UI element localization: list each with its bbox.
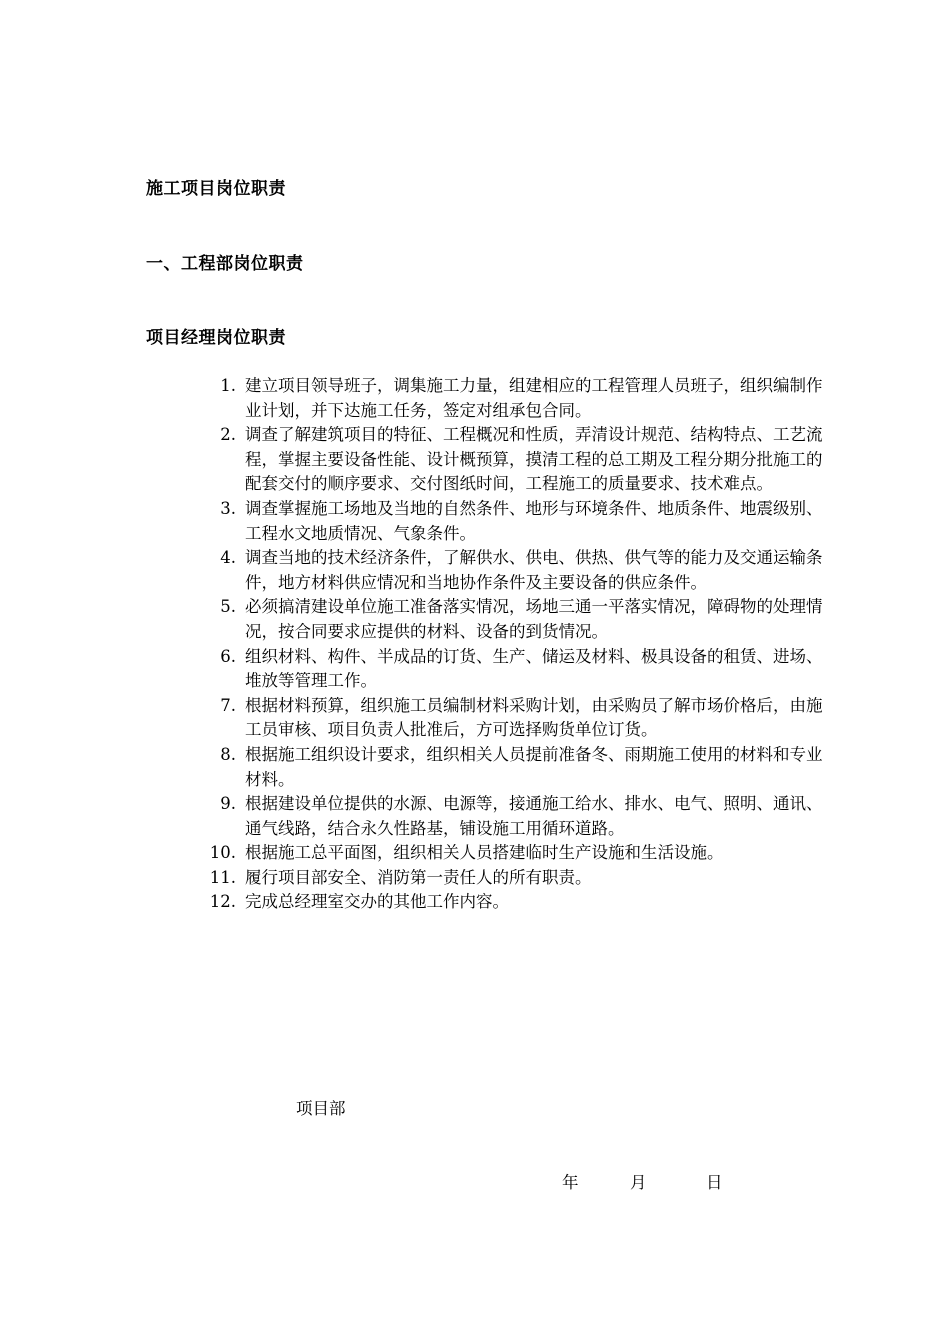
duty-text: 根据施工组织设计要求，组织相关人员提前准备冬、雨期施工使用的材料和专业材料。 — [245, 744, 823, 789]
duty-item — [200, 890, 830, 915]
subsection-heading: 项目经理岗位职责 — [146, 328, 286, 348]
duty-item — [200, 546, 830, 595]
duty-text: 调查掌握施工场地及当地的自然条件、地形与环境条件、地质条件、地震级别、工程水文地质情况、气象条件。 — [245, 498, 823, 543]
duty-text: 建立项目领导班子，调集施工力量，组建相应的工程管理人员班子，组织编制作业计划，并下达施工任务，签定对组承包合同。 — [245, 376, 823, 420]
duty-item — [200, 866, 830, 891]
duty-number: 9. — [220, 794, 236, 814]
duty-number: 8. — [220, 744, 236, 764]
duty-text: 必须搞清建设单位施工准备落实情况，场地三通一平落实情况，障碍物的处理情况，按合同要求应提供的材料、设备的到货情况。 — [245, 597, 823, 641]
duty-text: 调查当地的技术经济条件，了解供水、供电、供热、供气等的能力及交通运输条件，地方材料供应情况和当地协作条件及主要设备的供应条件。 — [245, 548, 823, 592]
duty-number: 10. — [209, 843, 236, 863]
duty-text: 根据施工总平面图，组织相关人员搭建临时生产设施和生活设施。 — [245, 843, 724, 863]
duty-item — [200, 694, 830, 743]
duty-item — [200, 497, 830, 546]
duty-item — [200, 423, 830, 497]
duty-number: 12. — [209, 892, 236, 912]
duty-number: 1. — [220, 376, 236, 395]
duty-item — [200, 841, 830, 866]
duty-text: 调查了解建筑项目的特征、工程概况和性质，弄清设计规范、结构特点、工艺流程，掌握主要设备性能、设计概预算，摸清工程的总工期及工程分期分批施工的配套交付的顺序要求、交付图纸时间，工程施工的质量要求、技术难点。 — [245, 425, 823, 494]
duty-text: 根据建设单位提供的水源、电源等，接通施工给水、排水、电气、照明、通讯、通气线路，结合永久性路基，铺设施工用循环道路。 — [245, 794, 823, 838]
duty-number: 11. — [209, 867, 236, 887]
date-day-label: 日 — [706, 1173, 723, 1192]
duty-number: 6. — [220, 646, 236, 666]
duty-number: 7. — [220, 695, 236, 715]
duty-number: 3. — [220, 498, 236, 518]
duty-item — [200, 645, 830, 694]
signature-department: 项目部 — [296, 1099, 346, 1118]
duties-list — [200, 374, 830, 915]
duty-item — [200, 595, 830, 644]
date-month-label: 月 — [630, 1173, 647, 1192]
document-title: 施工项目岗位职责 — [146, 179, 286, 199]
duty-text: 履行项目部安全、消防第一责任人的所有职责。 — [245, 867, 592, 887]
duty-text: 组织材料、构件、半成品的订货、生产、储运及材料、极具设备的租赁、进场、堆放等管理工作。 — [245, 646, 823, 691]
duty-number: 5. — [220, 597, 236, 617]
duty-item — [200, 743, 830, 792]
duty-text: 根据材料预算，组织施工员编制材料采购计划，由采购员了解市场价格后，由施工员审核、项目负责人批准后，方可选择购货单位订货。 — [245, 695, 823, 740]
duty-text: 完成总经理室交办的其他工作内容。 — [245, 892, 509, 912]
duty-item — [200, 374, 830, 423]
duty-number: 2. — [220, 425, 236, 445]
duty-item — [200, 792, 830, 841]
date-year-label: 年 — [562, 1173, 579, 1192]
duty-number: 4. — [220, 548, 236, 568]
section-heading: 一、工程部岗位职责 — [146, 254, 304, 274]
